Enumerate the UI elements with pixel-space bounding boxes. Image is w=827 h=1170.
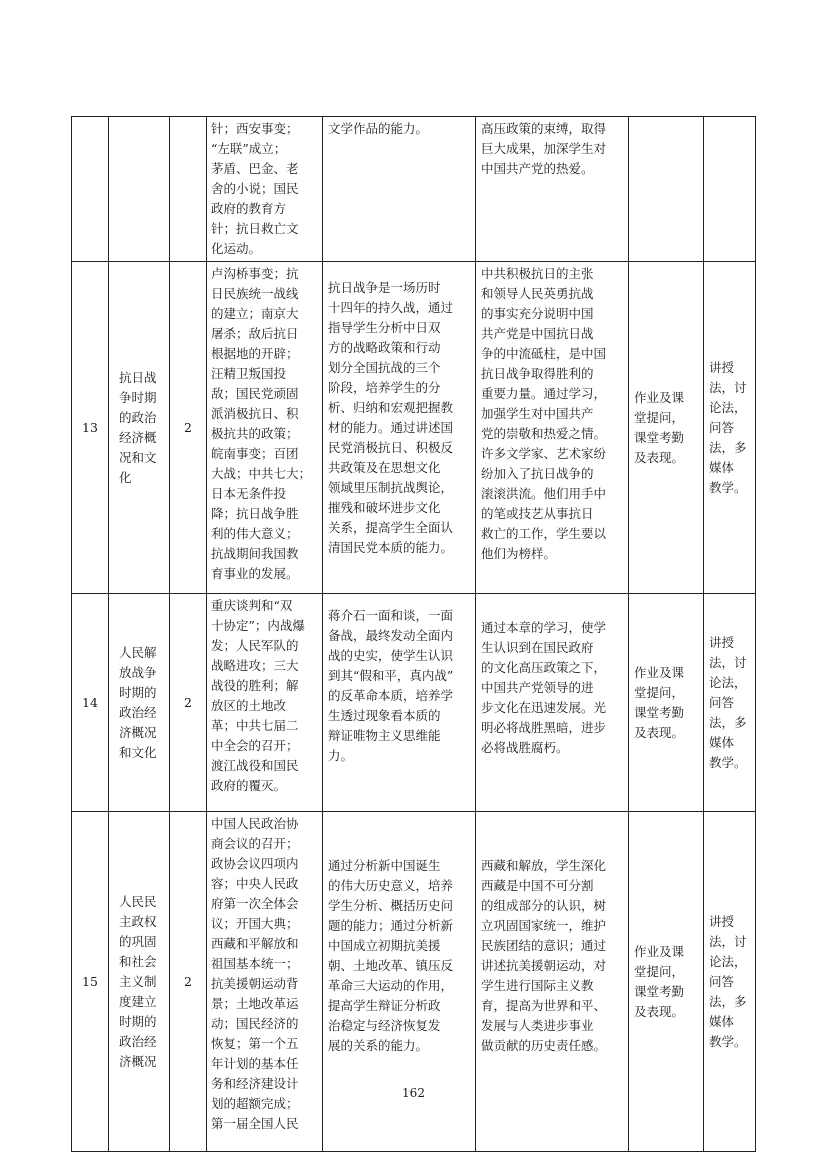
row-teaching-method: 讲授 法，讨 论法， 问答 法，多 媒体 教学。 [704, 812, 756, 1152]
row-moral-goal: 中共积极抗日的主张 和领导人民英勇抗战 的事实充分说明中国 共产党是中国抗日战 争的中流砥柱，是中国 抗日战争取得胜利的 重要力量。通过学习， 加强学生对中国共产 党的崇敬和热爱之情。 许多文学家、艺术家纷 纷加入了抗日战争的 滚滚洪流。他们用手中 的笔或技艺从事抗日 救亡的工作，学生要以 他们为榜样。 [476, 262, 629, 594]
row-assessment: 作业及课 堂提问， 课堂考勤 及表现。 [629, 812, 704, 1152]
row-number [72, 117, 109, 262]
table-row [72, 117, 756, 262]
row-assessment: 作业及课 堂提问， 课堂考勤 及表现。 [629, 594, 704, 812]
page-number: 162 [402, 1086, 425, 1100]
row-title: 人民民 主政权 的巩固 和社会 主义制 度建立 时期的 政治经 济概况 [109, 812, 170, 1152]
row-ability-goal: 通过分析新中国诞生 的伟大历史意义，培养 学生分析、概括历史问 题的能力；通过分析新 中国成立初期抗美援 朝、土地改革、镇压反 革命三大运动的作用， 提高学生辩证分析政 治稳定与经济恢复发 展的关系的能力。 [323, 812, 476, 1152]
row-teaching-method: 讲授 法，讨 论法， 问答 法，多 媒体 教学。 [704, 262, 756, 594]
row-number: 15 [72, 812, 109, 1152]
row-ability-goal: 文学作品的能力。 [323, 117, 476, 262]
row-content: 重庆谈判和“双 十协定”；内战爆 发；人民军队的 战略进攻；三大 战役的胜利；解 放区的土地改 革；中共七届二 中全会的召开； 渡江战役和国民 政府的覆灭。 [207, 594, 323, 812]
row-moral-goal: 高压政策的束缚，取得 巨大成果，加深学生对 中国共产党的热爱。 [476, 117, 629, 262]
row-hours: 2 [170, 594, 207, 812]
row-hours: 2 [170, 262, 207, 594]
row-content: 卢沟桥事变；抗 日民族统一战线 的建立；南京大 屠杀；敌后抗日 根据地的开辟； 汪精卫叛国投 敌；国民党顽固 派消极抗日、积 极抗共的政策； 皖南事变；百团 大战；中共七大； 日本无条件投 降；抗日战争胜 利的伟大意义； 抗战期间我国教 育事业的发展。 [207, 262, 323, 594]
row-ability-goal: 抗日战争是一场历时 十四年的持久战，通过 指导学生分析中日双 方的战略政策和行动 划分全国抗战的三个 阶段，培养学生的分 析、归纳和宏观把握教 材的能力。通过讲述国 民党消极抗日、积极反 共政策及在思想文化 领域里压制抗战舆论， 摧残和破坏进步文化 关系，提高学生全面认 清国民党本质的能力。 [323, 262, 476, 594]
row-title: 人民解 放战争 时期的 政治经 济概况 和文化 [109, 594, 170, 812]
syllabus-table [71, 116, 756, 1152]
row-title [109, 117, 170, 262]
table-row [72, 262, 756, 594]
row-assessment [629, 117, 704, 262]
row-moral-goal: 通过本章的学习，使学 生认识到在国民政府 的文化高压政策之下， 中国共产党领导的进 步文化在迅速发展。光 明必将战胜黑暗，进步 必将战胜腐朽。 [476, 594, 629, 812]
table-row [72, 812, 756, 1152]
row-hours: 2 [170, 812, 207, 1152]
row-number: 14 [72, 594, 109, 812]
row-teaching-method: 讲授 法，讨 论法， 问答 法，多 媒体 教学。 [704, 594, 756, 812]
row-content: 中国人民政治协 商会议的召开； 政协会议四项内 容；中央人民政 府第一次全体会 议；开国大典； 西藏和平解放和 祖国基本统一； 抗美援朝运动背 景；土地改革运 动；国民经济的 恢复；第一个五 年计划的基本任 务和经济建设计 划的超额完成； 第一届全国人民 [207, 812, 323, 1152]
row-hours [170, 117, 207, 262]
row-moral-goal: 西藏和解放，学生深化 西藏是中国不可分割 的组成部分的认识，树 立巩固国家统一，维护 民族团结的意识；通过 讲述抗美援朝运动，对 学生进行国际主义教 育，提高为世界和平、 发展与人类进步事业 做贡献的历史责任感。 [476, 812, 629, 1152]
row-number: 13 [72, 262, 109, 594]
row-title: 抗日战 争时期 的政治 经济概 况和文 化 [109, 262, 170, 594]
row-ability-goal: 蒋介石一面和谈，一面 备战，最终发动全面内 战的史实，使学生认识 到其“假和平，真内战” 的反革命本质，培养学 生透过现象看本质的 辩证唯物主义思维能 力。 [323, 594, 476, 812]
row-assessment: 作业及课 堂提问， 课堂考勤 及表现。 [629, 262, 704, 594]
row-content: 针；西安事变； “左联”成立； 茅盾、巴金、老 舍的小说；国民 政府的教育方 针；抗日救亡文 化运动。 [207, 117, 323, 262]
table-row [72, 594, 756, 812]
row-teaching-method [704, 117, 756, 262]
